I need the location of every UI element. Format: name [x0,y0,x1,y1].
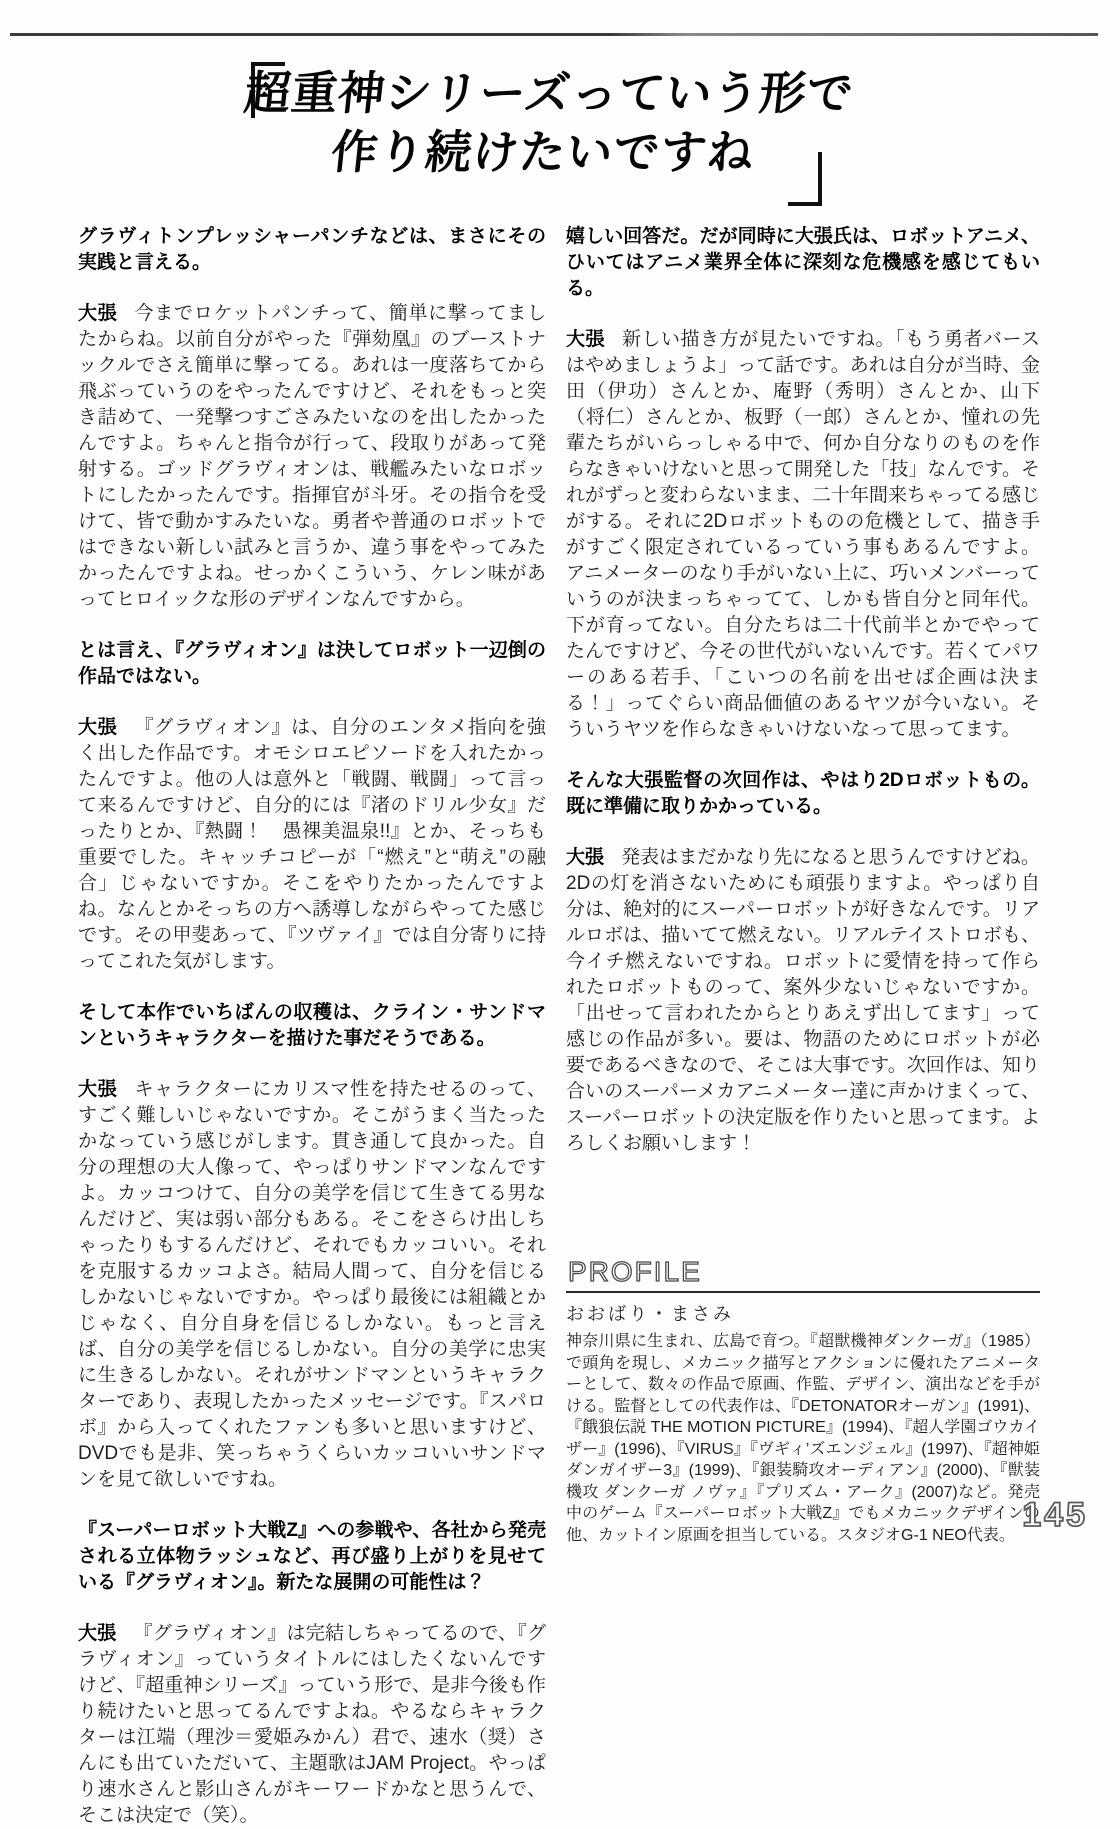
speech-text: キャラクターにカリスマ性を持たせるのって、すごく難しいじゃないですか。そこがうまく当たったかなっていう感じがします。貫き通して良かった。自分の理想の大人像って、やっぱりサンドマンなんですよ。カッコつけて、自分の美学を信じて生きてる男なんだけど、実は弱い部分もある。そこをさらけ出しちゃったりもするんだけど、それでもカッコいい。それを克服するカッコよさ。結局人間って、自分を信じるしかないじゃないですか。やっぱり最後には組織とかじゃなく、自分自身を信じるしかない。もっと言えば、自分の美学を信じるしかない。自分の美学に忠実に生きるしかない。それがサンドマンというキャラクターであり、表現したかったメッセージです。『スパロボ』から入ってくれたファンも多いと思いますけど、DVDでも是非、笑っちゃうくらいカッコいいサンドマンを見て欲しいですね。 [78,1079,546,1490]
profile-name: おおばり・まさみ [566,1304,734,1324]
close-quote-bracket [788,152,822,206]
speaker-label: 大張 [78,303,118,324]
interview-paragraph [566,845,1040,1157]
profile-bio: 神奈川県に生まれ、広島で育つ。『超獣機神ダンクーガ』（1985）で頭角を現し、メカニック描写とアクションに優れたアニメーターとして、数々の作品で原画、作監、デザイン、演出などを手がける。監督としての代表作は、『DETONATORオーガン』(1991)、『餓狼伝説 THE MOTION PICTURE』(1994)、『超人学園ゴウカイザー』(1996)、『VIRUS』『ヴギィ’ズエンジェル』(1997)、『超神姫ダンガイザー3』(1999)、『銀装騎攻オーディアン』(2000)、『獣装機攻 ダンクーガ ノヴァ』『プリズム・アーク』(2007)など。発売中のゲーム『スーパーロボット大戦Z』でもメカニックデザインの他、カットイン原画を担当している。スタジオG-1 NEO代表。 [566,1333,1040,1544]
lead-paragraph: とは言え、『グラヴィオン』は決してロボット一辺倒の作品ではない。 [78,640,546,687]
lead-paragraph: 嬉しい回答だ。だが同時に大張氏は、ロボットアニメ、ひいてはアニメ業界全体に深刻な危機感を感じてもいる。 [566,226,1040,299]
interview-paragraph [566,327,1040,743]
lead-paragraph: そんな大張監督の次回作は、やはり2Dロボットもの。既に準備に取りかかっている。 [566,770,1040,817]
speaker-label: 大張 [566,329,605,350]
profile-section [566,1256,1040,1546]
lead-paragraph: そして本作でいちばんの収穫は、クライン・サンドマンというキャラクターを描けた事だそうである。 [78,1002,546,1049]
speech-text: 発表はまだかなり先になると思うんですけどね。2Dの灯を消さないためにも頑張りますよ。やっぱり自分は、絶対的にスーパーロボットが好きなんです。リアルロボは、描いてて燃えない。リアルテイストロボも、今イチ燃えないですね。ロボットに愛情を持って作られたロボットものって、案外少ないじゃないですか。「出せって言われたからとりあえず出してます」って感じの作品が多い。要は、物語のためにロボットが必要であるべきなので、そこは大事です。次回作は、知り合いのスーパーメカアニメーター達に声かけまくって、スーパーロボットの決定版を作りたいと思ってます。よろしくお願いします！ [566,847,1040,1154]
page-number: 145 [1022,1496,1088,1534]
speaker-label: 大張 [566,847,605,868]
speaker-label: 大張 [78,1623,117,1644]
lead-paragraph: 『スーパーロボット大戦Z』への参戦や、各社から発売される立体物ラッシュなど、再び盛り上がりを見せている『グラヴィオン』。新たな展開の可能性は？ [78,1520,546,1593]
interview-paragraph [78,1077,546,1493]
interview-paragraph [78,1621,546,1829]
right-column [566,224,1040,1157]
profile-heading: PROFILE [566,1256,1040,1293]
page-title-line1: 超重神シリーズっていう形で [241,67,857,119]
lead-paragraph: グラヴィトンプレッシャーパンチなどは、まさにその実践と言える。 [78,226,546,273]
page-title [232,64,860,182]
speech-text: 『グラヴィオン』は完結しちゃってるので、『グラヴィオン』っていうタイトルにはしたくないんですけど、『超重神シリーズ』っていう形で、是非今後も作り続けたいと思ってるんですよね。やるならキャラクターは江端（理沙＝愛姫みかん）君で、速水（奨）さんにも出ていただいて、主題歌はJAM Project。やっぱり速水さんと影山さんがキーワードかなと思うんで、そこは決定で（笑）。 [78,1623,546,1826]
speaker-label: 大張 [78,717,118,738]
speech-text: 今までロケットパンチって、簡単に撃ってましたからね。以前自分がやった『弾劾凰』のブーストナックルでさえ簡単に撃ってる。あれは一度落ちてから飛ぶっていうのをやったんですけど、それをもっと突き詰めて、一発撃つすごさみたいなのを出したかったんですよ。ちゃんと指令が行って、段取りがあって発射する。ゴッドグラヴィオンは、戦艦みたいなロボットにしたかったんです。指揮官が斗牙。その指令を受けて、皆で動かすみたいな。勇者や普通のロボットではできない新しい試みと言うか、違う事をやってみたかったんですよね。せっかくこういう、ケレン味があってヒロイックな形のデザインなんですから。 [78,303,546,610]
speech-text: 『グラヴィオン』は、自分のエンタメ指向を強く出した作品です。オモシロエピソードを入れたかったんですよ。他の人は意外と「戦闘、戦闘」って言って来るんですけど、自分的には『渚のドリル少女』だったりとか、『熱闘！ 愚裸美温泉!!』とか、そっちも重要でした。キャッチコピーが「“燃え”と“萌え”の融合」じゃないですか。そこをやりたかったんですよね。なんとかそっちの方へ誘導しながらやってた感じです。その甲斐あって、『ツヴァイ』では自分寄りに持ってこれた気がします。 [78,717,546,972]
left-column [78,224,546,1829]
speaker-label: 大張 [78,1079,118,1100]
interview-paragraph [78,301,546,613]
page-title-line2: 作り続けたいですね [328,126,758,178]
speech-text: 新しい描き方が見たいですね。「もう勇者バースはやめましょうよ」って話です。あれは自分が当時、金田（伊功）さんとか、庵野（秀明）さんとか、山下（将仁）さんとか、板野（一郎）さんとか、憧れの先輩たちがいらっしゃる中で、何か自分なりのものを作らなきゃいけないと思って開発した「技」なんです。それがずっと変わらないまま、二十年間来ちゃってる感じがする。それに2Dロボットものの危機として、描き手がすごく限定されているっていう事もあるんですよ。アニメーターのなり手がいない上に、巧いメンバーっていうのが決まっちゃってて、しかも皆自分と同年代。下が育ってない。自分たちは二十代前半とかでやってたんですけど、今その世代がいないんです。若くてパワーのある若手、「こいつの名前を出せば企画は決まる！」ってぐらい商品価値のあるヤツが今いない。そういうヤツを作らなきゃいけないなって思ってます。 [566,329,1040,740]
interview-paragraph [78,715,546,975]
top-divider [10,33,1098,36]
